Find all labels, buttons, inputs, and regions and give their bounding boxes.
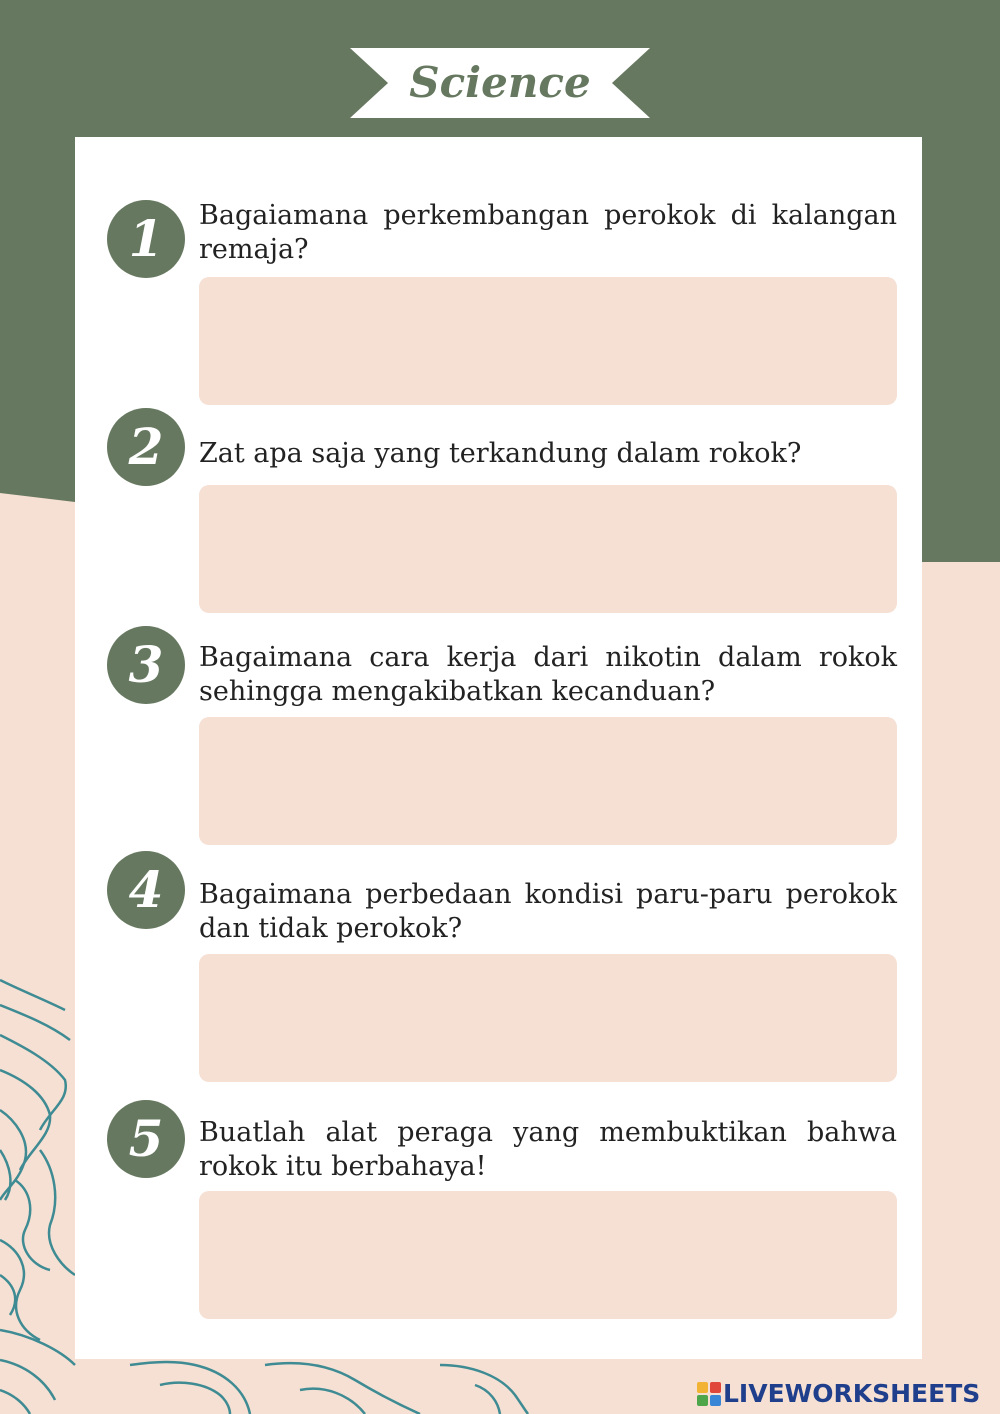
answer-box-2[interactable] [199, 485, 897, 613]
question-number-badge: 2 [107, 408, 185, 486]
brand-name: LIVEWORKSHEETS [723, 1379, 981, 1408]
brand-blocks-icon [697, 1382, 721, 1406]
question-text: Bagaimana perbedaan kondisi paru-paru perokok dan tidak perokok? [199, 879, 897, 944]
liveworksheets-logo [697, 1380, 997, 1408]
question-number-badge: 1 [107, 200, 185, 278]
question-text: Bagaiamana perkembangan perokok di kalangan remaja? [199, 200, 897, 265]
question-text: Bagaimana cara kerja dari nikotin dalam rokok sehingga mengakibatkan kecanduan? [199, 642, 897, 707]
title-banner [350, 48, 650, 118]
answer-box-5[interactable] [199, 1191, 897, 1319]
question-text: Buatlah alat peraga yang membuktikan bahwa rokok itu berbahaya! [199, 1117, 897, 1182]
question-text: Zat apa saja yang terkandung dalam rokok? [199, 438, 802, 469]
answer-box-3[interactable] [199, 717, 897, 845]
worksheet-panel [75, 137, 922, 1359]
question-number-badge: 5 [107, 1100, 185, 1178]
answer-box-4[interactable] [199, 954, 897, 1082]
answer-box-1[interactable] [199, 277, 897, 405]
question-number-badge: 4 [107, 851, 185, 929]
question-number-badge: 3 [107, 626, 185, 704]
page-title: Science [409, 58, 591, 107]
